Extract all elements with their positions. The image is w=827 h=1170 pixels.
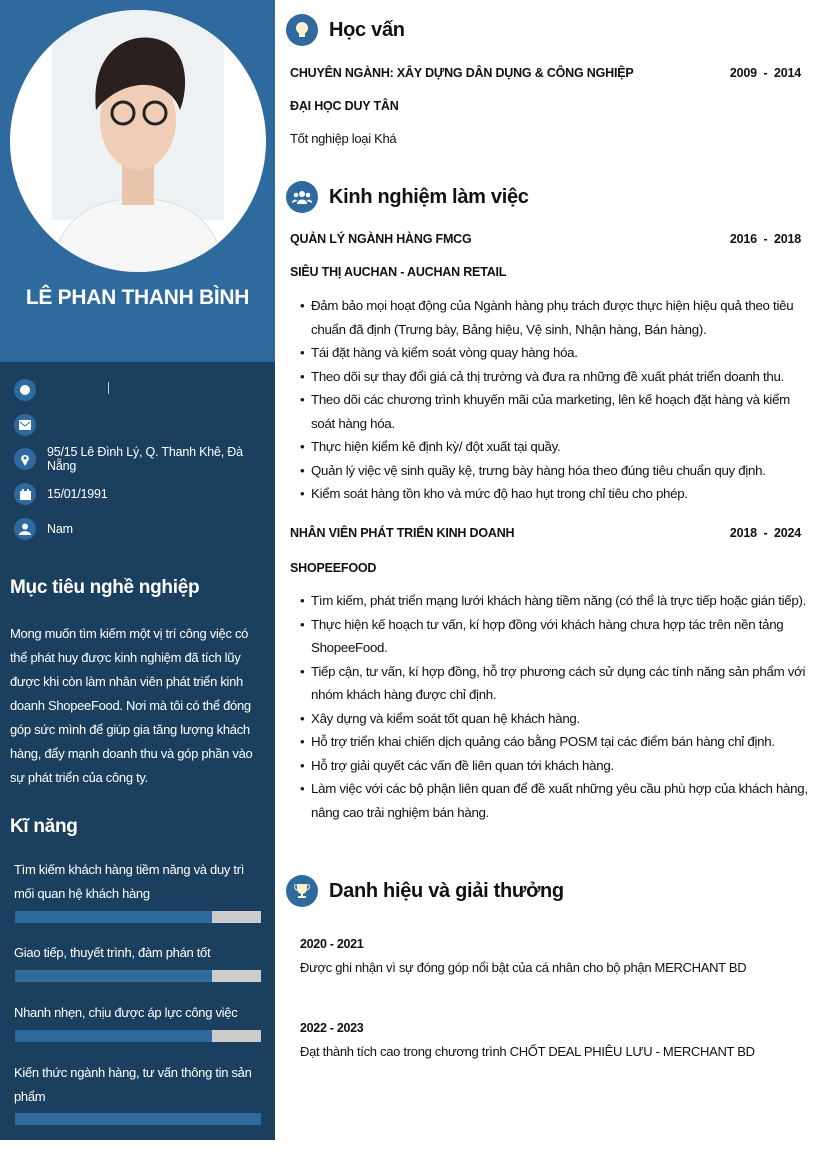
job-row: [290, 232, 801, 246]
contact-gender: [14, 518, 269, 540]
award-text: Đạt thành tích cao trong chương trình CHỐT DEAL PHIÊU LƯU - MERCHANT BD: [300, 1044, 755, 1059]
task-item: • Đảm bảo mọi hoạt động của Ngành hàng phụ trách được thực hiện hiệu quả theo tiêu chuẩn đã định (Trưng bày, Bảng hiệu, Vệ sinh, Nhận hàng, Bán hàng).: [300, 294, 815, 341]
skill-label: Giao tiếp, thuyết trình, đàm phán tốt: [14, 945, 211, 960]
job-company-row: [290, 561, 801, 575]
task-item: • Làm việc với các bộ phận liên quan để đề xuất những yêu cầu phù hợp của khách hàng, nâng cao trải nghiệm bán hàng.: [300, 777, 815, 824]
contact-phone: [14, 379, 269, 401]
task-item: • Hỗ trợ triển khai chiến dịch quảng cáo bằng POSM tại các điểm bán hàng chỉ định.: [300, 730, 815, 754]
trophy-icon: [286, 875, 318, 907]
objective-text: Mong muốn tìm kiếm một vị trí công việc có thể phát huy được kinh nghiệm đã tích lũy được khi còn làm nhân viên phát triển kinh doanh ShopeeFood. Nơi mà tôi có thể đóng góp sức mình để giúp gia tăng lượng khách hàng, đẩy mạnh doanh thu và góp phần vào sự phát triển của công ty.: [10, 626, 253, 785]
task-item: • Tiếp cận, tư vấn, kí hợp đồng, hỗ trợ phương cách sử dụng các tính năng sản phẩm với nhóm khách hàng được chỉ định.: [300, 660, 815, 707]
skill-bar-fill: [15, 1113, 261, 1125]
skills-title: Kĩ năng: [10, 816, 78, 837]
users-icon: [286, 181, 318, 213]
job-row: [290, 526, 801, 540]
job-period: 2016 - 2018: [729, 232, 801, 246]
education-row: [290, 66, 801, 80]
objective-title: Mục tiêu nghề nghiệp: [10, 577, 200, 598]
education-major: CHUYÊN NGÀNH: XÂY DỰNG DÂN DỤNG & CÔNG NGHIỆP: [290, 66, 634, 80]
profile-header: [0, 0, 275, 362]
task-item: • Quản lý việc vệ sinh quầy kệ, trưng bày hàng hóa theo đúng tiêu chuẩn quy định.: [300, 459, 815, 483]
skill-bar: [15, 970, 261, 982]
education-school: ĐẠI HỌC DUY TÂN: [290, 99, 399, 113]
contact-birthday: [14, 483, 269, 505]
gender-value: Nam: [47, 522, 73, 536]
skill-bar-fill: [15, 911, 212, 923]
task-item: • Tái đặt hàng và kiểm soát vòng quay hàng hóa.: [300, 341, 815, 365]
candidate-name: LÊ PHAN THANH BÌNH: [25, 286, 250, 309]
contact-address: [14, 445, 269, 473]
skill-label: Nhanh nhẹn, chịu được áp lực công việc: [14, 1005, 238, 1020]
experience-header: [286, 181, 529, 213]
job-company: SHOPEEFOOD: [290, 561, 377, 575]
skill-bar: [15, 1030, 261, 1042]
email-icon: [14, 414, 36, 436]
phone-icon: [14, 379, 36, 401]
task-item: • Kiểm soát hàng tồn kho và mức độ hao hụt trong chỉ tiêu cho phép.: [300, 482, 815, 506]
task-item: • Hỗ trợ giải quyết các vấn đề liên quan tới khách hàng.: [300, 754, 815, 778]
skill-bar-fill: [15, 1030, 212, 1042]
award-period: 2022 - 2023: [300, 1021, 364, 1035]
skill-bar: [15, 911, 261, 923]
task-item: • Xây dựng và kiểm soát tốt quan hệ khách hàng.: [300, 707, 815, 731]
sidebar: [0, 0, 275, 1140]
task-item: • Tìm kiếm, phát triển mạng lưới khách hàng tiềm năng (có thể là trực tiếp hoặc gián tiếp).: [300, 589, 815, 613]
lightbulb-icon: [286, 14, 318, 46]
task-item: • Theo dõi sự thay đổi giá cả thị trường và đưa ra những đề xuất phát triển doanh thu.: [300, 365, 815, 389]
contact-email: [14, 414, 269, 436]
skill-label: Tìm kiếm khách hàng tiềm năng và duy trì mối quan hệ khách hàng: [14, 862, 245, 901]
job-period: 2018 - 2024: [729, 526, 801, 540]
education-header: [286, 14, 405, 46]
award-text: Được ghi nhận vì sự đóng góp nổi bật của cá nhân cho bộ phận MERCHANT BD: [300, 960, 747, 975]
job-company: SIÊU THỊ AUCHAN - AUCHAN RETAIL: [290, 265, 507, 279]
location-pin-icon: [14, 448, 36, 470]
education-note: Tốt nghiệp loại Khá: [290, 131, 397, 146]
award-item: [300, 1021, 755, 1059]
education-school-row: [290, 99, 801, 113]
job-company-row: [290, 265, 801, 279]
task-item: • Thực hiện kiểm kê định kỳ/ đột xuất tại quầy.: [300, 435, 815, 459]
avatar-photo: [10, 10, 266, 272]
address-value: 95/15 Lê Đình Lý, Q. Thanh Khê, Đà Nẵng: [47, 445, 243, 473]
job-position: NHÂN VIÊN PHÁT TRIỂN KINH DOANH: [290, 526, 515, 540]
job-tasks: [300, 589, 815, 824]
job-tasks: [300, 294, 815, 506]
calendar-icon: [14, 483, 36, 505]
task-item: • Theo dõi các chương trình khuyến mãi của marketing, lên kế hoạch đặt hàng và kiểm soát hàng hóa.: [300, 388, 815, 435]
skill-bar-fill: [15, 970, 212, 982]
skill-label: Kiến thức ngành hàng, tư vấn thông tin sản phẩm: [14, 1065, 252, 1104]
task-item: • Thực hiện kế hoạch tư vấn, kí hợp đồng với khách hàng chưa hợp tác trên nền tảng ShopeeFood.: [300, 613, 815, 660]
job-position: QUẢN LÝ NGÀNH HÀNG FMCG: [290, 232, 472, 246]
skill-bar: [15, 1113, 261, 1125]
awards-header: [286, 875, 564, 907]
award-period: 2020 - 2021: [300, 937, 364, 951]
birthday-value: 15/01/1991: [47, 487, 108, 501]
education-title: Học vấn: [329, 18, 405, 41]
award-item: [300, 937, 746, 975]
experience-title: Kinh nghiệm làm việc: [329, 185, 529, 208]
awards-title: Danh hiệu và giải thưởng: [329, 879, 564, 902]
user-icon: [14, 518, 36, 540]
education-period: 2009 - 2014: [729, 66, 801, 80]
